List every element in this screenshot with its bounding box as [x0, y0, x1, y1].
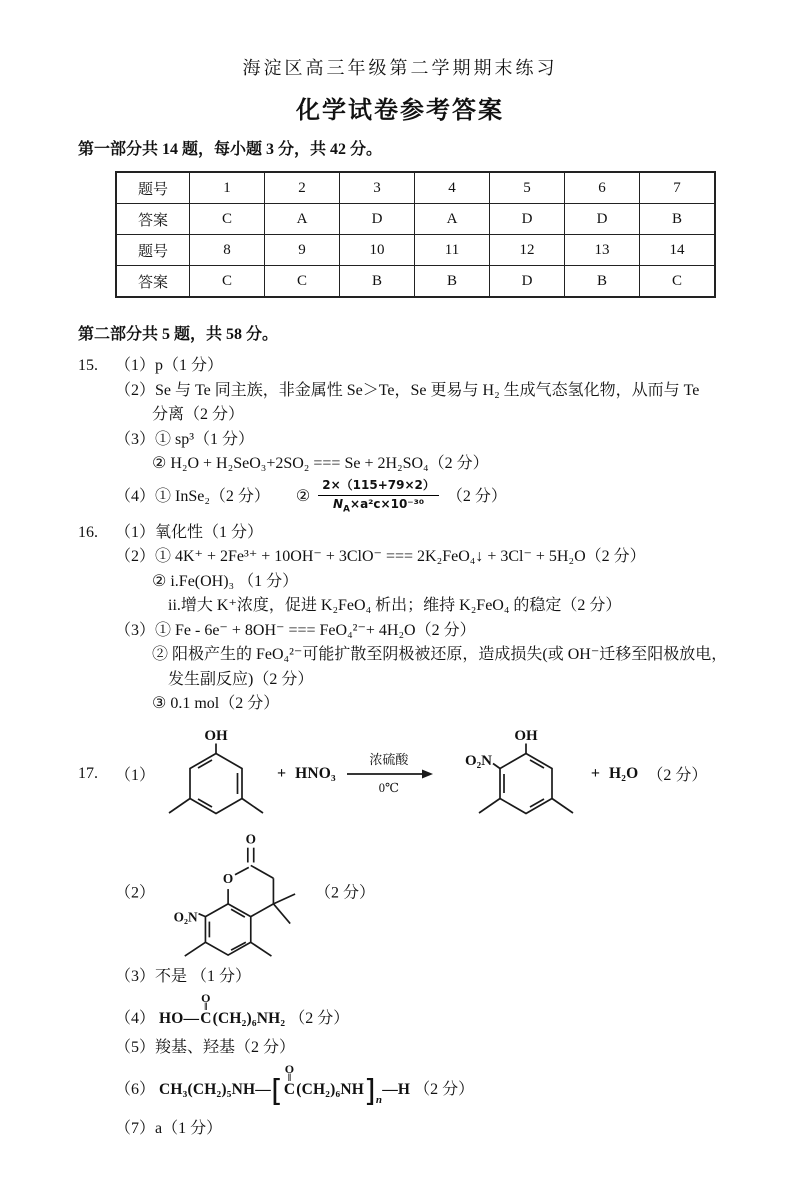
fraction-expression: [318, 478, 439, 516]
row-label-cell: 题号: [116, 172, 190, 204]
q16-answer-3c: ③ 0.1 mol（2 分）: [152, 695, 280, 712]
answer-cell: D: [340, 204, 415, 235]
right-bracket: ]: [363, 1074, 376, 1109]
repeat-subscript: n: [375, 1094, 383, 1106]
table-row: [116, 172, 715, 204]
question-number-cell: 11: [415, 235, 490, 266]
sub-question-label: （4）: [115, 1010, 156, 1027]
answer-cell: D: [490, 204, 565, 235]
score-label: （2 分）: [446, 487, 507, 505]
question-number-cell: 8: [190, 235, 265, 266]
question-number-cell: 10: [340, 235, 415, 266]
table-row: [116, 266, 715, 298]
q16-answer-3b: ② 阳极产生的 FeO₄²⁻可能扩散至阴极被还原，造成损失(或 OH⁻迁移至阳极放电，: [152, 646, 728, 663]
circled-2-label: ②: [295, 487, 311, 505]
q15-answer-3a: （3）① sp³（1 分）: [115, 430, 255, 448]
condition-bottom: 0℃: [378, 780, 400, 795]
question-number-cell: 3: [340, 172, 415, 204]
q15-answer-2: （2）Se 与 Te 同主族，非金属性 Se＞Te，Se 更易与 H₂ 生成气态氢化物，从而与 Te: [115, 381, 700, 399]
part2-header: 第二部分共 5 题，共 58 分。: [78, 326, 279, 343]
q16-answer-2b: ② i.Fe(OH)₃ （1 分）: [152, 572, 299, 590]
reaction-arrow: [345, 768, 433, 780]
reaction-conditions: [345, 752, 433, 796]
answer-text: （1）氧化性（1 分）: [115, 523, 264, 541]
document-content: [78, 139, 770, 1141]
answer-cell: D: [490, 266, 565, 298]
q17-answer-1-reaction: [78, 723, 770, 825]
score-label: （2 分）: [414, 1081, 475, 1098]
hydroxyl-label: OH: [204, 727, 228, 744]
condition-top: 浓硫酸: [369, 751, 409, 767]
question-number-cell: 4: [415, 172, 490, 204]
q16-answer-3b-cont: 发生副反应)（2 分）: [168, 670, 314, 688]
row-label-cell: 答案: [116, 204, 190, 235]
row-label-cell: 题号: [116, 235, 190, 266]
formula-right: (CH₂)₆NH₂: [212, 1010, 286, 1027]
nitric-acid-formula: HNO₃: [295, 764, 336, 782]
answer-cell: D: [565, 204, 640, 235]
score-label: （2 分）: [315, 884, 376, 902]
q16-number: 16.: [78, 523, 98, 541]
question-number-cell: 6: [565, 172, 640, 204]
nitro-dimethylphenol-structure: [442, 723, 582, 825]
q16-answer-1: [78, 521, 770, 546]
formula-right: —H: [382, 1081, 411, 1098]
q15-number: 15.: [78, 357, 98, 374]
question-number-cell: 14: [640, 235, 716, 266]
answer-cell: B: [565, 266, 640, 298]
question-number-cell: 7: [640, 172, 716, 204]
question-number-cell: 9: [265, 235, 340, 266]
question-number-cell: 13: [565, 235, 640, 266]
formula-left: HO—: [159, 1010, 200, 1027]
sub-question-label: （2）: [115, 884, 156, 902]
polymer-formula: [159, 1062, 411, 1109]
score-label: （2 分）: [647, 767, 708, 784]
q17-answer-5: （5）羧基、羟基（2 分）: [115, 1038, 296, 1056]
nitro-lactone-structure: [165, 827, 305, 961]
ring-oxygen-label: O: [222, 870, 234, 886]
avogadro-symbol: N: [333, 496, 344, 511]
table-row: [116, 204, 715, 235]
answer-cell: B: [415, 266, 490, 298]
hydroxyl-label: OH: [514, 727, 538, 744]
q17-answer-2: [78, 827, 770, 961]
q15-answer-1: [78, 354, 770, 379]
answer-cell: C: [640, 266, 716, 298]
table-row: [116, 235, 715, 266]
q15-answer-2-cont: 分离（2 分）: [152, 406, 245, 423]
document-subtitle: 化学试卷参考答案: [296, 98, 504, 124]
q17-answer-3: （3）不是 （1 分）: [115, 967, 252, 985]
q17-answer-7: （7）a（1 分）: [115, 1119, 223, 1137]
water-formula: H₂O: [609, 764, 639, 782]
q17-answer-4: [78, 993, 770, 1032]
carbonyl-oxygen-label: O: [245, 831, 256, 847]
plus-sign: +: [590, 764, 601, 782]
carbonyl-stack: O ‖ C: [283, 1062, 296, 1098]
part1-header: 第一部分共 14 题，每小题 3 分，共 42 分。: [78, 141, 383, 158]
sub-question-label: （1）: [115, 767, 156, 784]
q17-answer-6: [78, 1064, 770, 1113]
question-number-cell: 12: [490, 235, 565, 266]
answer-cell: B: [640, 204, 716, 235]
q16-answer-3a: （3）① Fe - 6e⁻ + 8OH⁻ === FeO₄²⁻+ 4H₂O（2 分）: [115, 621, 476, 639]
row-label-cell: 答案: [116, 266, 190, 298]
answer-text: （1）p（1 分）: [115, 357, 224, 374]
score-label: （2 分）: [289, 1010, 350, 1027]
fraction-denominator: [318, 496, 439, 516]
answer-cell: C: [265, 266, 340, 298]
formula-mid: (CH₂)₆NH: [296, 1081, 364, 1098]
answer-text: （4）① InSe₂（2 分）: [115, 487, 270, 505]
question-number-cell: 1: [190, 172, 265, 204]
answer-table: [115, 171, 716, 298]
q16-answer-2a: （2）① 4K⁺ + 2Fe³⁺ + 10OH⁻ + 3ClO⁻ === 2K₂FeO₄↓ + 3Cl⁻ + 5H₂O（2 分）: [115, 548, 646, 565]
answer-cell: A: [415, 204, 490, 235]
q15-answer-3b: ② H₂O + H₂SeO₃+2SO₂ === Se + 2H₂SO₄（2 分）: [152, 455, 489, 472]
carbonyl-stack: O ‖ C: [200, 991, 212, 1027]
answer-cell: B: [340, 266, 415, 298]
question-number-cell: 2: [265, 172, 340, 204]
answer-cell: C: [190, 204, 265, 235]
q16-answer-2c: ii.增大 K⁺浓度，促进 K₂FeO₄ 析出；维持 K₂FeO₄ 的稳定（2 分）: [168, 597, 622, 614]
answer-cell: C: [190, 266, 265, 298]
avogadro-subscript: A: [343, 503, 351, 514]
denominator-rest: ×a²c×10⁻³⁰: [350, 496, 425, 511]
fraction-numerator: 2×（115+79×2）: [318, 478, 439, 496]
question-number-cell: 5: [490, 172, 565, 204]
document-title: 海淀区高三年级第二学期期末练习: [242, 58, 558, 78]
answer-cell: A: [265, 204, 340, 235]
left-bracket: [: [270, 1074, 283, 1109]
q17-number: 17.: [78, 764, 98, 782]
nitro-group-label: O₂N: [464, 752, 492, 769]
dimethylphenol-structure: [164, 723, 268, 825]
q15-answer-4: [78, 477, 770, 517]
plus-sign: +: [277, 764, 287, 782]
sub-question-label: （6）: [115, 1081, 156, 1098]
amino-acid-formula: [159, 991, 286, 1027]
formula-left: CH₃(CH₂)₅NH—: [159, 1081, 271, 1098]
nitro-group-label: O₂N: [173, 909, 198, 925]
